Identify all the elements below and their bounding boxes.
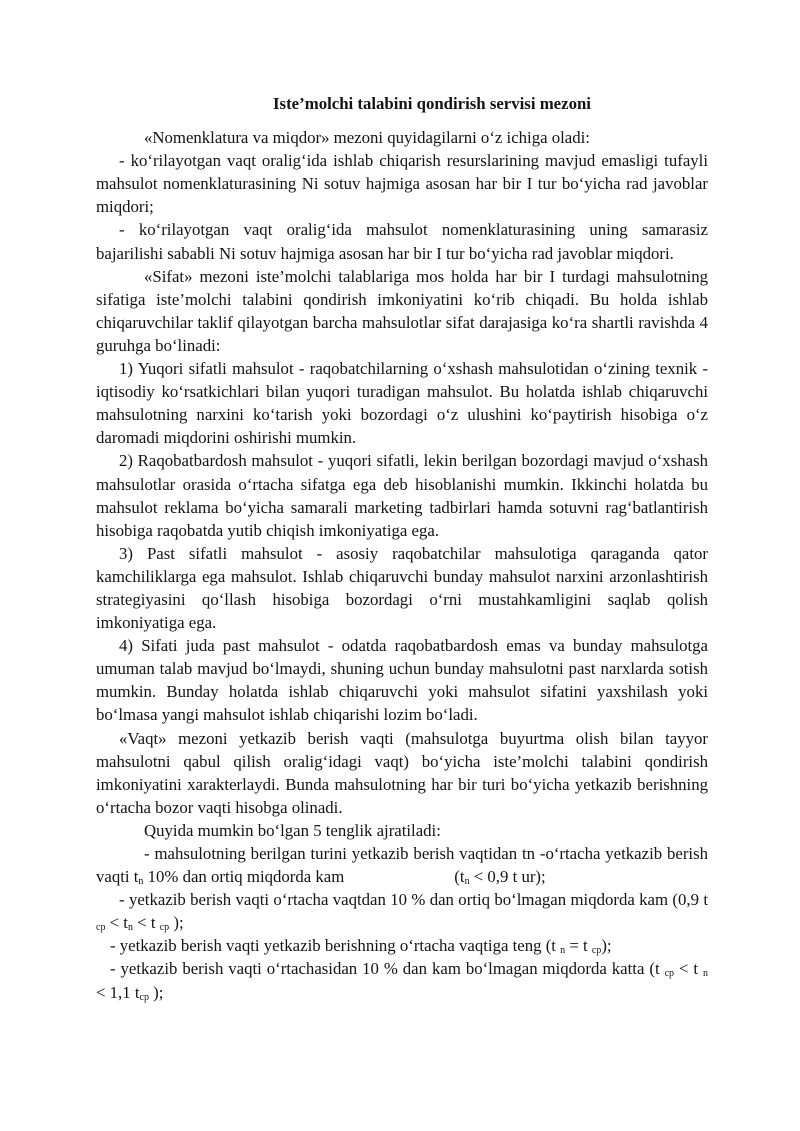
formula-text: < 1,1 t — [96, 982, 140, 1002]
formula-subscript: cp — [139, 991, 149, 1003]
formula-line-1 — [96, 842, 708, 888]
paragraph-equalities-intro: Quyida mumkin bo‘lgan 5 tenglik ajratiladi: — [144, 820, 441, 840]
list-item-very-low-quality: 4) Sifati juda past mahsulot - odatda raqobatbardosh emas va bunday mahsulotga umuman talab mavjud bo‘lmaydi, shuning uchun bunday mahsulotni past narxlarda sotish mumkin. Bunday holatda ishlab chiqaruvchi yoki mahsulot sifatini yaxshilash yoki bo‘lmasa yangi mahsulot ishlab chiqarishi lozim bo‘ladi. — [96, 636, 708, 725]
list-item-inefficiency: - ko‘rilayotgan vaqt oralig‘ida mahsulot nomenklaturasining uning samarasiz bajarilishi sababli Ni sotuv hajmiga asosan har bir I tur bo‘yicha rad javoblar miqdori. — [96, 220, 708, 263]
formula-text: < 0,9 t ur); — [469, 867, 546, 887]
formula-subscript: n — [127, 922, 133, 934]
formula-subscript: n — [138, 876, 144, 888]
formula-subscript: cp — [96, 922, 106, 934]
paragraph-vaqt: «Vaqt» mezoni yetkazib berish vaqti (mahsulotga buyurtma olish bilan tayyor mahsulotni qabul qilish oralig‘idagi vaqt) bo‘yicha iste’molchi talabini qondirish imkoniyatini xarakterlaydi. Bunda mahsulotning har bir turi bo‘yicha yetkazib berishning o‘rtacha bozor vaqti hisobga olinadi. — [96, 728, 708, 817]
formula-line-4 — [96, 957, 708, 1003]
formula-text: ); — [601, 936, 612, 956]
formula-text: < t — [132, 913, 160, 933]
formula-line-3 — [96, 934, 708, 957]
list-item-resources: - ko‘rilayotgan vaqt oralig‘ida ishlab chiqarish resurslarining mavjud emasligi tufayli mahsulot nomenklaturasining Ni sotuv hajmiga asosan har bir I tur bo‘yicha rad javoblar miqdori; — [96, 151, 708, 217]
formula-subscript: cp — [591, 945, 602, 957]
formula-subscript: cp — [664, 968, 675, 980]
formula-line-2 — [96, 888, 708, 934]
formula-subscript: n — [560, 945, 566, 957]
formula-text: - mahsulotning berilgan turini yetkazib berish vaqtidan tn -o‘rtacha yetkazib berish vaqti t — [96, 844, 708, 887]
formula-text: ); — [169, 913, 184, 933]
formula-text: 10% dan ortiq miqdorda kam — [143, 867, 345, 887]
formula-text: = t — [565, 936, 592, 956]
formula-subscript: n — [703, 968, 708, 980]
list-item-high-quality: 1) Yuqori sifatli mahsulot - raqobatchilarning o‘xshash mahsulotidan o‘zining texnik - iqtisodiy ko‘rsatkichlari bilan yuqori turadigan mahsulot. Bu holatda ishlab chiqaruvchi mahsulotning narxini ko‘tarish yoki bozordagi o‘z ulushini ko‘paytirish hisobiga o‘z daromadi miqdorini oshirishi mumkin. — [96, 359, 708, 448]
formula-text: - yetkazib berish vaqti o‘rtacha vaqtdan 10 % dan ortiq bo‘lmagan miqdorda kam (0,9 t — [119, 890, 708, 910]
formula-text: ); — [148, 982, 164, 1002]
paragraph-sifat: «Sifat» mezoni iste’molchi talablariga mos holda har bir I turdagi mahsulotning sifatiga iste’molchi talabini qondirish imkoniyatini ko‘rib chiqadi. Bu holda ishlab chiqaruvchilar taklif qilayotgan barcha mahsulotlar sifat darajasiga ko‘ra shartli ravishda 4 guruhga bo‘linadi: — [96, 266, 708, 355]
formula-text: - yetkazib berish vaqti yetkazib berishning o‘rtacha vaqtiga teng (t — [110, 936, 561, 956]
formula-text: < t — [105, 913, 128, 933]
document-title: Iste’molchi talabini qondirish servisi mezoni — [273, 94, 591, 113]
formula-subscript: n — [464, 876, 470, 888]
formula-text: - yetkazib berish vaqti o‘rtachasidan 10 % dan kam bo‘lmagan miqdorda katta (t — [110, 959, 665, 979]
formula-text: (t — [454, 867, 465, 887]
formula-text: < t — [674, 959, 703, 979]
document-page — [96, 92, 708, 1004]
list-item-low-quality: 3) Past sifatli mahsulot - asosiy raqobatchilar mahsulotiga qaraganda qator kamchiliklarga ega mahsulot. Ishlab chiqaruvchi bunday mahsulot narxini arzonlashtirish strategiyasini qo‘llash hisobiga bozordagi o‘rni mustahkamligini saqlab qolish imkoniyatiga ega. — [96, 543, 708, 633]
paragraph-nomenklatura-intro: «Nomenklatura va miqdor» mezoni quyidagilarni o‘z ichiga oladi: — [144, 128, 590, 148]
formula-subscript: cp — [159, 922, 170, 934]
list-item-competitive: 2) Raqobatbardosh mahsulot - yuqori sifatli, lekin berilgan bozordagi mavjud o‘xshash mahsulotlar orasida o‘rtacha sifatga ega deb hisoblanishi mumkin. Ikkinchi holatda bu mahsulot reklama bo‘yicha samarali marketing tadbirlari hamda sotuvni rag‘batlantirish hisobiga raqobatda yutib chiqish imkoniyatiga ega. — [96, 451, 708, 540]
